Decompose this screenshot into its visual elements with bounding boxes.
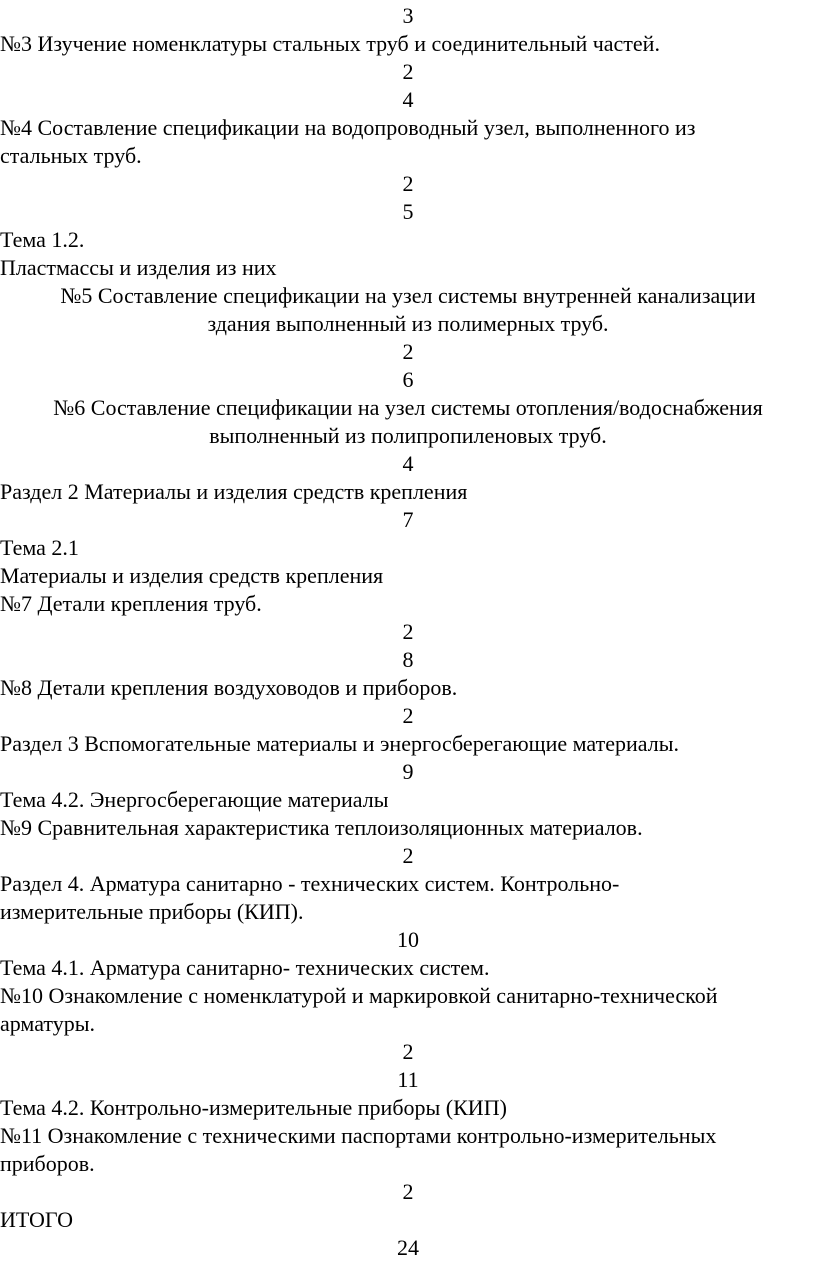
centered-text-line: 2 xyxy=(402,171,414,196)
text-line: №9 Сравнительная характеристика теплоизоляционных материалов. xyxy=(0,815,643,840)
text-line: измерительные приборы (КИП). xyxy=(0,899,304,924)
text-line: №8 Детали крепления воздуховодов и приборов. xyxy=(0,675,458,700)
centered-text-line: выполненный из полипропиленовых труб. xyxy=(209,423,607,448)
centered-text-line: 9 xyxy=(402,759,414,784)
centered-text-line: 6 xyxy=(402,367,414,392)
text-line: Тема 4.2. Контрольно-измерительные приборы (КИП) xyxy=(0,1095,507,1120)
text-line: ИТОГО xyxy=(0,1207,73,1232)
centered-text-line: 24 xyxy=(397,1235,419,1260)
centered-text-line: 4 xyxy=(402,451,414,476)
centered-text-line: 2 xyxy=(402,619,414,644)
text-line: Раздел 4. Арматура санитарно - технических систем. Контрольно- xyxy=(0,871,620,896)
text-line: Раздел 3 Вспомогательные материалы и энергосберегающие материалы. xyxy=(0,731,679,756)
text-line: арматуры. xyxy=(0,1011,96,1036)
centered-text-line: 8 xyxy=(402,647,414,672)
text-line: приборов. xyxy=(0,1151,95,1176)
centered-text-line: 10 xyxy=(397,927,419,952)
text-line: стальных труб. xyxy=(0,143,142,168)
centered-text-line: 7 xyxy=(402,507,414,532)
text-line: №3 Изучение номенклатуры стальных труб и соединительный частей. xyxy=(0,31,660,56)
centered-text-line: 2 xyxy=(402,339,414,364)
centered-text-line: 2 xyxy=(402,1179,414,1204)
text-line: №10 Ознакомление с номенклатурой и маркировкой санитарно-технической xyxy=(0,983,718,1008)
text-line: Тема 1.2. xyxy=(0,227,85,252)
centered-text-line: 3 xyxy=(402,3,414,28)
centered-text-line: 2 xyxy=(402,1039,414,1064)
centered-text-line: 11 xyxy=(397,1067,419,1092)
text-line: Материалы и изделия средств крепления xyxy=(0,563,384,588)
centered-text-line: 2 xyxy=(402,59,414,84)
centered-text-line: 2 xyxy=(402,843,414,868)
text-line: №11 Ознакомление с техническими паспортами контрольно-измерительных xyxy=(0,1123,717,1148)
centered-text-line: 4 xyxy=(402,87,414,112)
text-line: №4 Составление спецификации на водопроводный узел, выполненного из xyxy=(0,115,696,140)
text-line: Тема 4.1. Арматура санитарно- технических систем. xyxy=(0,955,490,980)
centered-text-line: здания выполненный из полимерных труб. xyxy=(207,311,609,336)
text-line: Тема 4.2. Энергосберегающие материалы xyxy=(0,787,389,812)
centered-text-line: 5 xyxy=(402,199,414,224)
centered-text-line: №5 Составление спецификации на узел системы внутренней канализации xyxy=(60,283,756,308)
text-line: Тема 2.1 xyxy=(0,535,79,560)
text-line: Пластмассы и изделия из них xyxy=(0,255,277,280)
text-line: Раздел 2 Материалы и изделия средств крепления xyxy=(0,479,468,504)
centered-text-line: 2 xyxy=(402,703,414,728)
text-line: №7 Детали крепления труб. xyxy=(0,591,262,616)
centered-text-line: №6 Составление спецификации на узел системы отопления/водоснабжения xyxy=(53,395,763,420)
